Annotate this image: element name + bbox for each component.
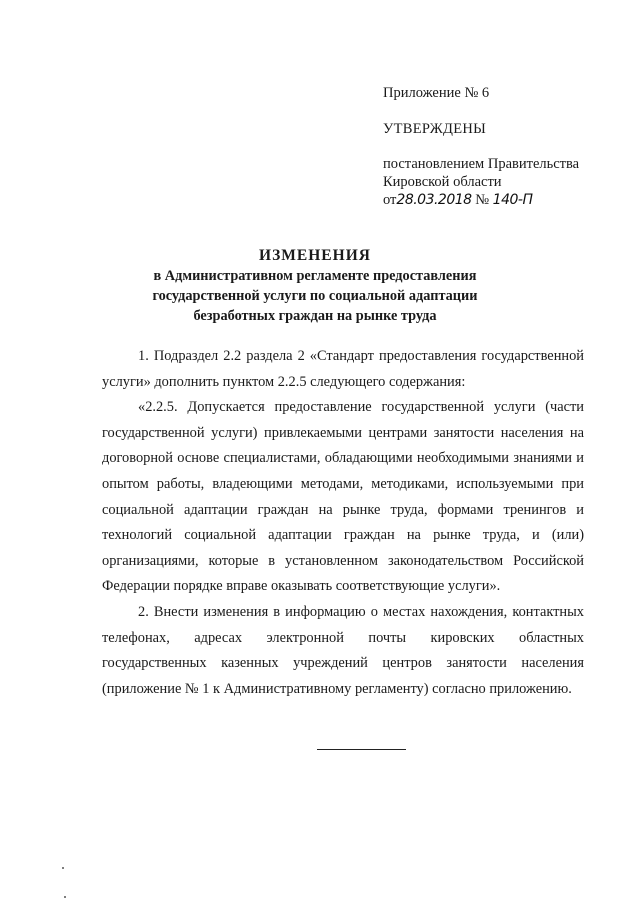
- title-main: ИЗМЕНЕНИЯ: [259, 247, 371, 264]
- appendix-label: Приложение № 6: [383, 85, 490, 101]
- approval-block: [383, 84, 623, 209]
- scan-speck: [62, 867, 64, 869]
- paragraph-3: 2. Внести изменения в информацию о местах нахождения, контактных телефонах, адресах электронной почты кировских областных государственных казенных учреждений центров занятости населения (приложение № 1 к Административному регламенту) согласно приложению.: [102, 603, 584, 697]
- paragraph-1: 1. Подраздел 2.2 раздела 2 «Стандарт предоставления государственной услуги» дополнить пунктом 2.2.5 следующего содержания:: [102, 348, 584, 390]
- title-line-3: безработных граждан на рынке труда: [193, 308, 437, 324]
- title-line-1: в Административном регламенте предоставления: [153, 268, 477, 284]
- document-body: [102, 344, 584, 702]
- date-prefix: от: [383, 192, 397, 208]
- resolution-date-line: [383, 191, 623, 209]
- title-line-2: государственной услуги по социальной адаптации: [152, 288, 478, 304]
- resolution-line-1: постановлением Правительства: [383, 156, 580, 172]
- closing-rule: [317, 749, 406, 750]
- number-sign: №: [475, 192, 490, 208]
- handwritten-number: 140-П: [492, 192, 533, 208]
- handwritten-date: 28.03.2018: [396, 192, 472, 208]
- resolution-line-2: Кировской области: [383, 174, 502, 190]
- approved-label: УТВЕРЖДЕНЫ: [383, 121, 487, 137]
- document-title: [110, 246, 520, 326]
- paragraph-2: «2.2.5. Допускается предоставление государственной услуги (части государственной услуги) привлекаемыми центрами занятости населения на договорной основе специалистами, обладающими необходимыми знаниями и опытом работы, владеющими методами, методиками, используемыми при социальной адаптации граждан на рынке труда, формами тренингов и технологий социальной адаптации граждан на рынке труда, и (или) организациями, которые в установленном законодательством Российской Федерации порядке вправе оказывать соответствующие услуги».: [102, 399, 584, 595]
- scan-speck: [64, 896, 66, 898]
